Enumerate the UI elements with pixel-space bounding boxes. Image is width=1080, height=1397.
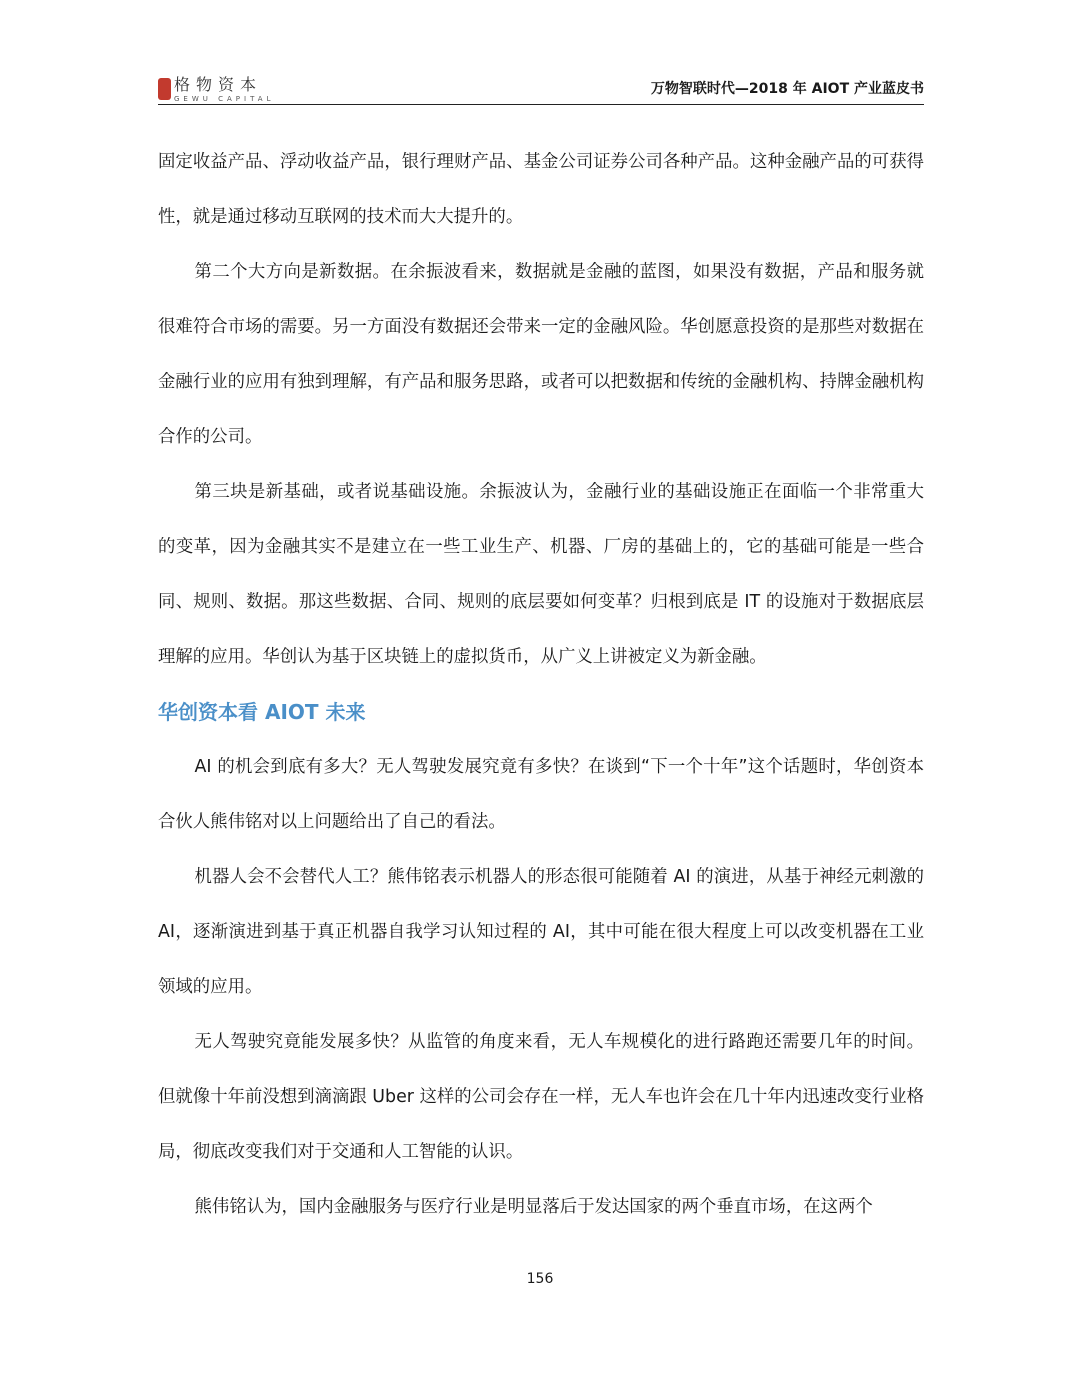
page-number: 156	[526, 1271, 554, 1287]
paragraph-new-infrastructure: 第三块是新基础，或者说基础设施。余振波认为，金融行业的基础设施正在面临一个非常重大的变革，因为金融其实不是建立在一些工业生产、机器、厂房的基础上的，它的基础可能是一些合同、规则、数据。那这些数据、合同、规则的底层要如何变革？归根到底是 IT 的设施对于数据底层理解的应用。华创认为基于区块链上的虚拟货币，从广义上讲被定义为新金融。	[158, 482, 924, 667]
header-divider	[158, 104, 924, 105]
section-heading: 华创资本看 AIOT 未来	[158, 700, 366, 724]
logo-chinese-name: 格物资本	[174, 75, 263, 94]
paragraph-finance-healthcare: 熊伟铭认为，国内金融服务与医疗行业是明显落后于发达国家的两个垂直市场，在这两个	[194, 1197, 873, 1217]
logo-english-name: GEWU CAPITAL	[174, 95, 275, 103]
paragraph-continued: 固定收益产品、浮动收益产品，银行理财产品、基金公司证券公司各种产品。这种金融产品的可获得性，就是通过移动互联网的技术而大大提升的。	[158, 152, 924, 227]
page-header	[158, 74, 924, 106]
company-logo	[158, 76, 275, 104]
book-title: 万物智联时代—2018 年 AIOT 产业蓝皮书	[650, 81, 924, 97]
page-body	[158, 135, 924, 1235]
paragraph-new-data: 第二个大方向是新数据。在余振波看来，数据就是金融的蓝图，如果没有数据，产品和服务就很难符合市场的需要。另一方面没有数据还会带来一定的金融风险。华创愿意投资的是那些对数据在金融行业的应用有独到理解，有产品和服务思路，或者可以把数据和传统的金融机构、持牌金融机构合作的公司。	[158, 262, 924, 447]
paragraph-robots: 机器人会不会替代人工？熊伟铭表示机器人的形态很可能随着 AI 的演进，从基于神经元刺激的 AI，逐渐演进到基于真正机器自我学习认知过程的 AI，其中可能在很大程度上可以改变机器在工业领域的应用。	[158, 867, 924, 997]
paragraph-ai-opportunity: AI 的机会到底有多大？无人驾驶发展究竟有多快？在谈到“下一个十年”这个话题时，华创资本合伙人熊伟铭对以上问题给出了自己的看法。	[158, 757, 924, 832]
logo-seal-icon	[158, 78, 171, 100]
paragraph-autonomous-driving: 无人驾驶究竟能发展多快？从监管的角度来看，无人车规模化的进行路跑还需要几年的时间。但就像十年前没想到滴滴跟 Uber 这样的公司会存在一样，无人车也许会在几十年内迅速改变行业格局，彻底改变我们对于交通和人工智能的认识。	[158, 1032, 924, 1162]
